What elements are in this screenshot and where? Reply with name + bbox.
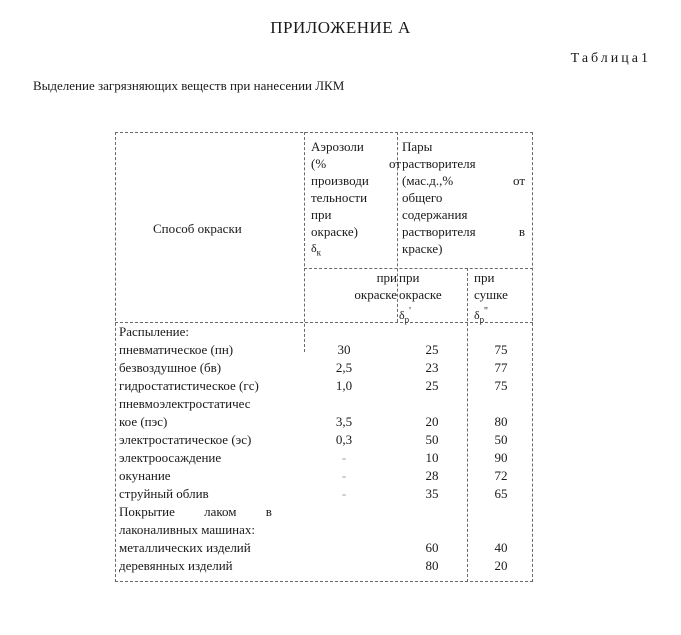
subheader-line: при <box>474 270 495 285</box>
row-vapor-painting-value: 50 <box>425 432 439 447</box>
row-vapor-drying-value: 40 <box>494 540 508 555</box>
header-vapor <box>402 138 525 257</box>
subheader-line: при <box>376 270 397 285</box>
header-aerosol-line <box>311 155 401 172</box>
row-aerosol-value: - <box>341 486 347 501</box>
table-row <box>115 413 533 431</box>
subheader-vapor-painting <box>399 269 467 328</box>
row-aerosol-value: 1,0 <box>335 378 353 393</box>
row-vapor-drying-value: 77 <box>494 360 508 375</box>
table-row <box>115 539 533 557</box>
row-vapor-painting-value: 80 <box>425 558 439 573</box>
subheader-line: при <box>399 270 420 285</box>
row-vapor-painting-value: 20 <box>425 414 439 429</box>
row-aerosol-value: 2,5 <box>335 360 353 375</box>
header-vapor-line: растворителя <box>402 156 476 171</box>
table-row <box>115 503 533 521</box>
table-border-top <box>115 132 533 133</box>
row-method: пневматическое (пн) <box>119 342 234 357</box>
header-vapor-line: содержания <box>402 207 468 222</box>
subheader-line: сушке <box>474 287 508 302</box>
emissions-table <box>115 132 533 582</box>
table-row <box>115 485 533 503</box>
header-aerosol-symbol <box>311 240 401 261</box>
row-method: кое (пэс) <box>119 414 168 429</box>
header-vapor-line: общего <box>402 190 443 205</box>
row-method: окунание <box>119 468 171 483</box>
table-row <box>115 521 533 539</box>
header-vapor-word: (мас.д.,% <box>402 173 454 188</box>
row-aerosol-value: 30 <box>337 342 351 357</box>
row-vapor-drying-value: 72 <box>494 468 508 483</box>
table-row <box>115 341 533 359</box>
row-method: безвоздушное (бв) <box>119 360 222 375</box>
row-vapor-drying-value: 20 <box>494 558 508 573</box>
row-aerosol-value: - <box>341 450 347 465</box>
row-method: лаконаливных машинах: <box>119 522 255 537</box>
header-aerosol-line: при <box>311 207 332 222</box>
row-aerosol-value: 3,5 <box>335 414 353 429</box>
column-divider-1 <box>304 132 305 352</box>
row-method: деревянных изделий <box>119 558 233 573</box>
row-aerosol-value: - <box>341 468 347 483</box>
subheader-aerosol-painting <box>307 269 397 303</box>
header-vapor-line: краске) <box>402 241 443 256</box>
row-vapor-drying-value: 65 <box>494 486 508 501</box>
table-row <box>115 557 533 575</box>
subheader-vapor-drying <box>474 269 532 328</box>
subheader-line: окраске <box>354 287 397 302</box>
header-vapor-word: от <box>512 173 525 188</box>
symbol-delta: δ <box>311 241 317 255</box>
symbol-subscript: р <box>404 314 410 325</box>
header-vapor-word: в <box>518 224 525 239</box>
row-method: пневмоэлектростатичес <box>119 396 251 411</box>
symbol-delta: δ <box>399 308 405 322</box>
row-vapor-drying-value: 75 <box>494 378 508 393</box>
symbol-subscript: р <box>479 314 485 325</box>
header-aerosol-line: окраске) <box>311 224 358 239</box>
row-vapor-painting-value: 23 <box>425 360 439 375</box>
table-row <box>115 467 533 485</box>
row-vapor-painting-value: 60 <box>425 540 439 555</box>
row-method: электростатическое (эс) <box>119 432 252 447</box>
header-vapor-line: Пары <box>402 139 433 154</box>
header-aerosol-word: от <box>388 156 401 171</box>
row-vapor-drying-value: 75 <box>494 342 508 357</box>
header-vapor-line <box>402 223 525 240</box>
table-row <box>115 395 533 413</box>
header-aerosol <box>311 138 401 261</box>
row-vapor-drying-value: 80 <box>494 414 508 429</box>
table-caption: Выделение загрязняющих веществ при нанесении ЛКМ <box>33 78 345 93</box>
row-method: гидростатистическое (гс) <box>119 378 259 393</box>
header-method: Способ окраски <box>153 221 242 236</box>
header-vapor-line <box>402 172 525 189</box>
row-method: металлических изделий <box>119 540 251 555</box>
row-vapor-drying-value: 90 <box>494 450 508 465</box>
header-aerosol-line: производи <box>311 173 369 188</box>
symbol-subscript: к <box>316 247 322 258</box>
row-vapor-painting-value: 10 <box>425 450 439 465</box>
table-label: Таблица1 <box>570 51 651 66</box>
row-aerosol-value: 0,3 <box>335 432 353 447</box>
header-aerosol-line: Аэрозоли <box>311 139 364 154</box>
row-method: Распыление: <box>119 324 190 339</box>
row-vapor-painting-value: 25 <box>425 378 439 393</box>
row-vapor-painting-value: 28 <box>425 468 439 483</box>
header-vapor-word: растворителя <box>402 224 476 239</box>
row-vapor-painting-value: 25 <box>425 342 439 357</box>
table-row <box>115 359 533 377</box>
table-row <box>115 377 533 395</box>
header-aerosol-line: тельности <box>311 190 368 205</box>
table-row <box>115 431 533 449</box>
row-method: электроосаждение <box>119 450 222 465</box>
row-vapor-painting-value: 35 <box>425 486 439 501</box>
header-aerosol-word: (% <box>311 156 327 171</box>
row-method: струйный облив <box>119 486 209 501</box>
table-border-bottom <box>115 581 533 582</box>
symbol-superscript: ' <box>409 306 411 317</box>
symbol-delta: δ <box>474 308 480 322</box>
table-row <box>115 449 533 467</box>
subheader-line: окраске <box>399 287 442 302</box>
symbol-superscript: '' <box>484 306 488 317</box>
page-title: ПРИЛОЖЕНИЕ А <box>270 18 411 37</box>
row-vapor-drying-value: 50 <box>494 432 508 447</box>
table-row <box>115 323 533 341</box>
row-method: Покрытие лаком в <box>119 504 272 519</box>
